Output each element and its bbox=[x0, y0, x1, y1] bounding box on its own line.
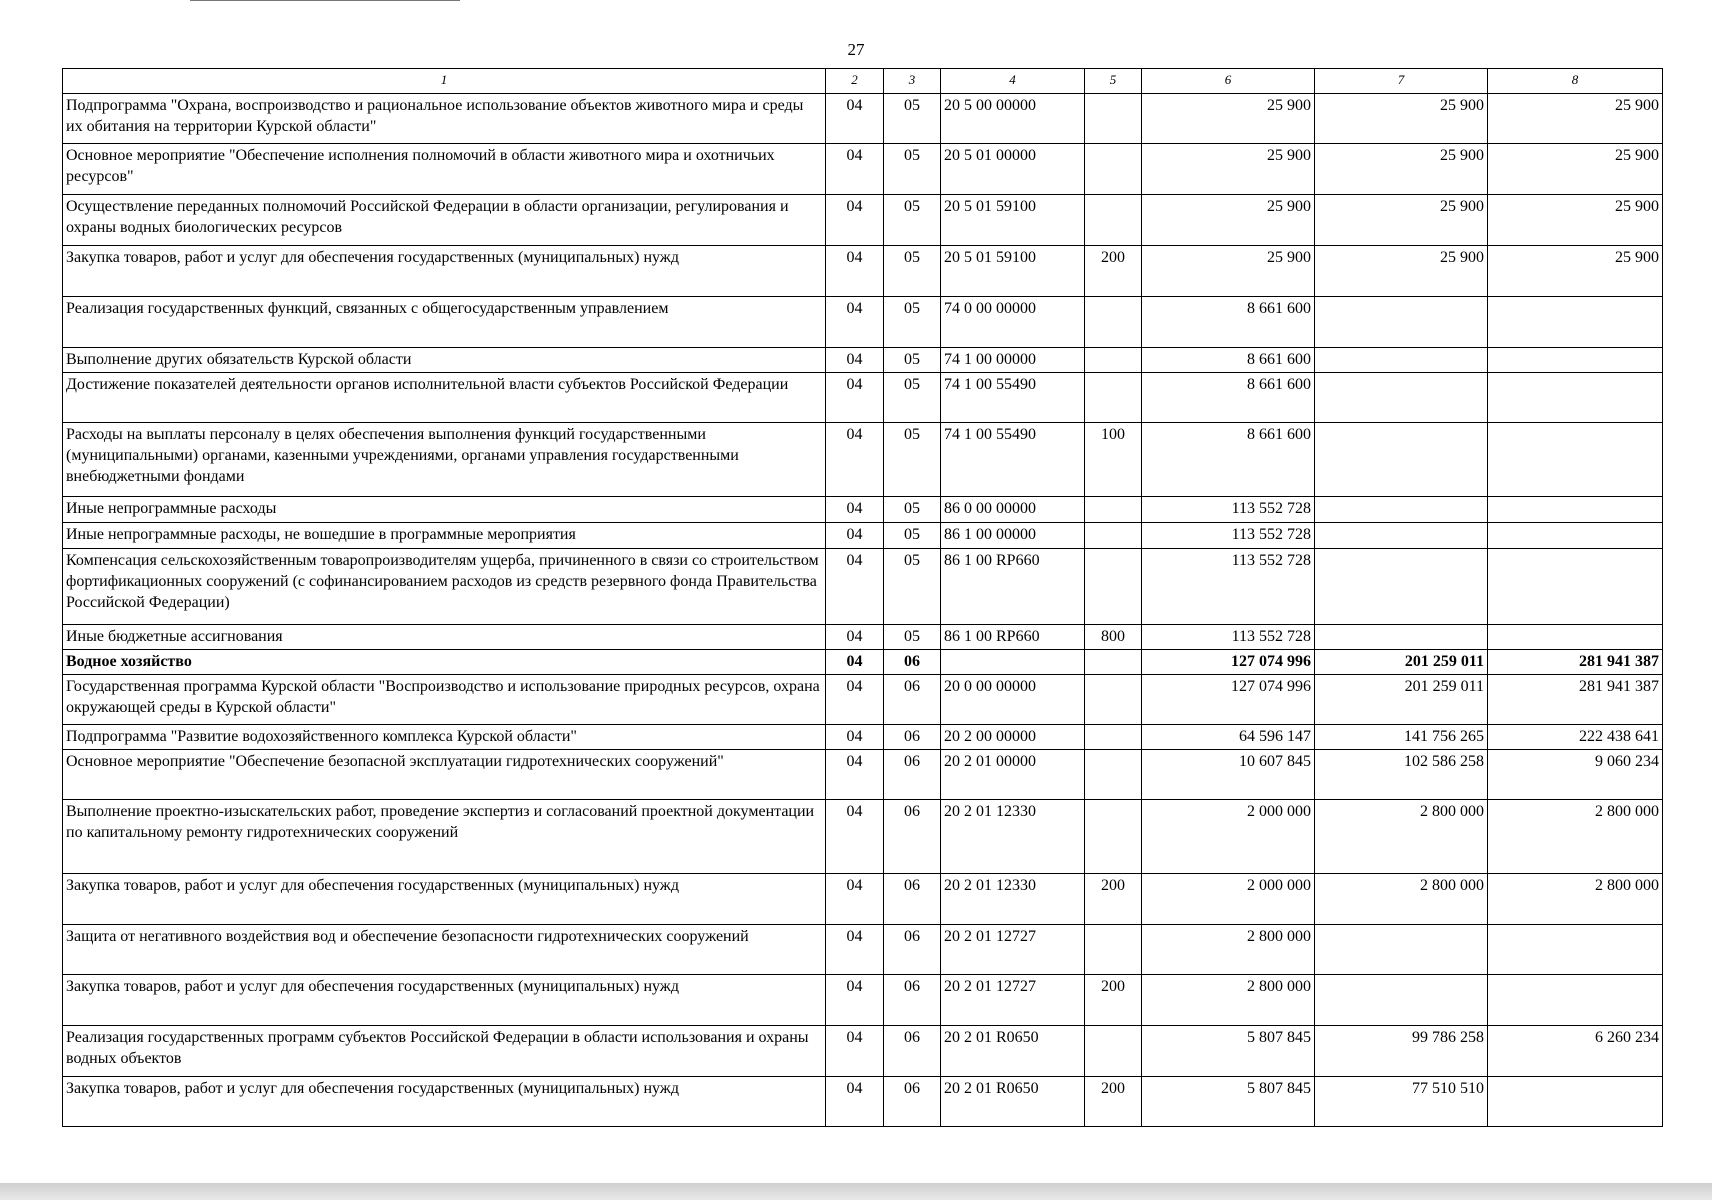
amount-col8: 281 941 387 bbox=[1488, 675, 1663, 725]
amount-col8: 222 438 641 bbox=[1488, 725, 1663, 750]
amount-col7 bbox=[1315, 549, 1488, 625]
expense-type-code bbox=[1085, 800, 1142, 874]
subsection-code: 05 bbox=[884, 549, 941, 625]
target-article-code: 86 1 00 RP660 bbox=[941, 625, 1085, 650]
amount-col6: 8 661 600 bbox=[1142, 297, 1315, 348]
target-article-code: 86 1 00 RP660 bbox=[941, 549, 1085, 625]
target-article-code: 74 1 00 55490 bbox=[941, 423, 1085, 497]
subsection-code: 05 bbox=[884, 497, 941, 523]
target-article-code: 74 1 00 00000 bbox=[941, 348, 1085, 373]
table-row bbox=[63, 650, 1663, 675]
row-name: Реализация государственных функций, связанных с общегосударственным управлением bbox=[63, 297, 826, 348]
row-name: Реализация государственных программ субъектов Российской Федерации в области использования и охраны водных объектов bbox=[63, 1026, 826, 1077]
amount-col6: 8 661 600 bbox=[1142, 373, 1315, 423]
row-name: Водное хозяйство bbox=[63, 650, 826, 675]
row-name: Иные непрограммные расходы bbox=[63, 497, 826, 523]
column-header: 2 bbox=[826, 69, 884, 94]
row-name: Выполнение проектно-изыскательских работ, проведение экспертиз и согласований проектной документации по капитальному ремонту гидротехнических сооружений bbox=[63, 800, 826, 874]
scan-edge-shadow bbox=[0, 1183, 1712, 1200]
section-code: 04 bbox=[826, 975, 884, 1026]
amount-col6: 113 552 728 bbox=[1142, 497, 1315, 523]
expense-type-code bbox=[1085, 925, 1142, 975]
row-name: Закупка товаров, работ и услуг для обеспечения государственных (муниципальных) нужд bbox=[63, 246, 826, 297]
row-name: Выполнение других обязательств Курской области bbox=[63, 348, 826, 373]
table-row bbox=[63, 800, 1663, 874]
amount-col6: 25 900 bbox=[1142, 94, 1315, 144]
expense-type-code: 200 bbox=[1085, 246, 1142, 297]
amount-col6: 2 000 000 bbox=[1142, 874, 1315, 925]
expense-type-code bbox=[1085, 675, 1142, 725]
amount-col6: 127 074 996 bbox=[1142, 650, 1315, 675]
column-header: 4 bbox=[941, 69, 1085, 94]
amount-col8 bbox=[1488, 423, 1663, 497]
amount-col7: 141 756 265 bbox=[1315, 725, 1488, 750]
section-code: 04 bbox=[826, 925, 884, 975]
amount-col7: 99 786 258 bbox=[1315, 1026, 1488, 1077]
section-code: 04 bbox=[826, 523, 884, 549]
subsection-code: 06 bbox=[884, 925, 941, 975]
table-row bbox=[63, 975, 1663, 1026]
target-article-code: 86 1 00 00000 bbox=[941, 523, 1085, 549]
target-article-code: 20 2 00 00000 bbox=[941, 725, 1085, 750]
subsection-code: 06 bbox=[884, 650, 941, 675]
section-code: 04 bbox=[826, 373, 884, 423]
section-code: 04 bbox=[826, 874, 884, 925]
target-article-code: 20 2 01 12727 bbox=[941, 975, 1085, 1026]
table-row bbox=[63, 373, 1663, 423]
page-number: 27 bbox=[847, 40, 865, 59]
amount-col7 bbox=[1315, 625, 1488, 650]
row-name: Основное мероприятие "Обеспечение исполнения полномочий в области животного мира и охотничьих ресурсов" bbox=[63, 144, 826, 195]
table-row bbox=[63, 144, 1663, 195]
amount-col7 bbox=[1315, 975, 1488, 1026]
subsection-code: 06 bbox=[884, 725, 941, 750]
section-code: 04 bbox=[826, 549, 884, 625]
target-article-code: 20 2 01 12330 bbox=[941, 874, 1085, 925]
expense-type-code bbox=[1085, 1026, 1142, 1077]
expense-type-code bbox=[1085, 650, 1142, 675]
amount-col7 bbox=[1315, 523, 1488, 549]
table-row bbox=[63, 725, 1663, 750]
target-article-code: 74 0 00 00000 bbox=[941, 297, 1085, 348]
target-article-code: 20 5 00 00000 bbox=[941, 94, 1085, 144]
row-name: Подпрограмма "Развитие водохозяйственного комплекса Курской области" bbox=[63, 725, 826, 750]
amount-col6: 8 661 600 bbox=[1142, 423, 1315, 497]
subsection-code: 05 bbox=[884, 195, 941, 246]
amount-col7: 77 510 510 bbox=[1315, 1077, 1488, 1127]
subsection-code: 05 bbox=[884, 94, 941, 144]
table-row bbox=[63, 874, 1663, 925]
section-code: 04 bbox=[826, 725, 884, 750]
expense-type-code bbox=[1085, 144, 1142, 195]
row-name: Закупка товаров, работ и услуг для обеспечения государственных (муниципальных) нужд bbox=[63, 1077, 826, 1127]
section-code: 04 bbox=[826, 650, 884, 675]
amount-col6: 25 900 bbox=[1142, 246, 1315, 297]
amount-col6: 5 807 845 bbox=[1142, 1077, 1315, 1127]
section-code: 04 bbox=[826, 1026, 884, 1077]
section-code: 04 bbox=[826, 348, 884, 373]
row-name: Иные бюджетные ассигнования bbox=[63, 625, 826, 650]
section-code: 04 bbox=[826, 246, 884, 297]
row-name: Достижение показателей деятельности органов исполнительной власти субъектов Российской Федерации bbox=[63, 373, 826, 423]
expense-type-code bbox=[1085, 195, 1142, 246]
target-article-code: 20 2 01 12330 bbox=[941, 800, 1085, 874]
amount-col8 bbox=[1488, 297, 1663, 348]
expense-type-code: 200 bbox=[1085, 975, 1142, 1026]
row-name: Основное мероприятие "Обеспечение безопасной эксплуатации гидротехнических сооружений" bbox=[63, 750, 826, 800]
amount-col8: 6 260 234 bbox=[1488, 1026, 1663, 1077]
column-header: 8 bbox=[1488, 69, 1663, 94]
amount-col8 bbox=[1488, 925, 1663, 975]
expense-type-code: 200 bbox=[1085, 1077, 1142, 1127]
expense-type-code: 800 bbox=[1085, 625, 1142, 650]
amount-col8: 25 900 bbox=[1488, 94, 1663, 144]
amount-col7: 2 800 000 bbox=[1315, 800, 1488, 874]
column-header: 1 bbox=[63, 69, 826, 94]
subsection-code: 05 bbox=[884, 144, 941, 195]
header-row bbox=[63, 69, 1663, 94]
table-row bbox=[63, 246, 1663, 297]
row-name: Осуществление переданных полномочий Российской Федерации в области организации, регулирования и охраны водных биологических ресурсов bbox=[63, 195, 826, 246]
amount-col8 bbox=[1488, 1077, 1663, 1127]
amount-col6: 64 596 147 bbox=[1142, 725, 1315, 750]
amount-col7: 25 900 bbox=[1315, 94, 1488, 144]
amount-col6: 113 552 728 bbox=[1142, 523, 1315, 549]
amount-col6: 8 661 600 bbox=[1142, 348, 1315, 373]
target-article-code: 86 0 00 00000 bbox=[941, 497, 1085, 523]
amount-col6: 113 552 728 bbox=[1142, 625, 1315, 650]
amount-col8 bbox=[1488, 497, 1663, 523]
table-row bbox=[63, 675, 1663, 725]
target-article-code: 20 2 01 12727 bbox=[941, 925, 1085, 975]
amount-col6: 2 800 000 bbox=[1142, 975, 1315, 1026]
scan-edge-line bbox=[190, 0, 460, 1]
table-row bbox=[63, 297, 1663, 348]
amount-col7: 102 586 258 bbox=[1315, 750, 1488, 800]
expense-type-code bbox=[1085, 297, 1142, 348]
amount-col8 bbox=[1488, 523, 1663, 549]
amount-col8: 281 941 387 bbox=[1488, 650, 1663, 675]
table-row bbox=[63, 549, 1663, 625]
target-article-code: 74 1 00 55490 bbox=[941, 373, 1085, 423]
target-article-code: 20 0 00 00000 bbox=[941, 675, 1085, 725]
section-code: 04 bbox=[826, 800, 884, 874]
amount-col8 bbox=[1488, 373, 1663, 423]
table-row bbox=[63, 94, 1663, 144]
section-code: 04 bbox=[826, 94, 884, 144]
subsection-code: 06 bbox=[884, 800, 941, 874]
target-article-code: 20 5 01 59100 bbox=[941, 246, 1085, 297]
subsection-code: 05 bbox=[884, 523, 941, 549]
section-code: 04 bbox=[826, 297, 884, 348]
row-name: Государственная программа Курской области "Воспроизводство и использование природных ресурсов, охрана окружающей среды в Курской области" bbox=[63, 675, 826, 725]
section-code: 04 bbox=[826, 750, 884, 800]
section-code: 04 bbox=[826, 423, 884, 497]
amount-col6: 25 900 bbox=[1142, 195, 1315, 246]
table-row bbox=[63, 423, 1663, 497]
target-article-code bbox=[941, 650, 1085, 675]
budget-table bbox=[62, 68, 1663, 1127]
amount-col7: 201 259 011 bbox=[1315, 675, 1488, 725]
amount-col6: 113 552 728 bbox=[1142, 549, 1315, 625]
amount-col6: 25 900 bbox=[1142, 144, 1315, 195]
subsection-code: 05 bbox=[884, 423, 941, 497]
amount-col6: 2 800 000 bbox=[1142, 925, 1315, 975]
expense-type-code bbox=[1085, 94, 1142, 144]
section-code: 04 bbox=[826, 497, 884, 523]
expense-type-code bbox=[1085, 750, 1142, 800]
expense-type-code bbox=[1085, 549, 1142, 625]
column-header: 3 bbox=[884, 69, 941, 94]
amount-col8: 25 900 bbox=[1488, 246, 1663, 297]
expense-type-code: 100 bbox=[1085, 423, 1142, 497]
row-name: Компенсация сельскохозяйственным товаропроизводителям ущерба, причиненного в связи со строительством фортификационных сооружений (с софинансированием расходов из средств резервного фонда Правительства Российской Федерации) bbox=[63, 549, 826, 625]
amount-col8: 2 800 000 bbox=[1488, 800, 1663, 874]
amount-col7 bbox=[1315, 348, 1488, 373]
amount-col6: 2 000 000 bbox=[1142, 800, 1315, 874]
table-row bbox=[63, 1077, 1663, 1127]
section-code: 04 bbox=[826, 675, 884, 725]
target-article-code: 20 2 01 00000 bbox=[941, 750, 1085, 800]
amount-col6: 10 607 845 bbox=[1142, 750, 1315, 800]
amount-col7: 201 259 011 bbox=[1315, 650, 1488, 675]
amount-col7: 25 900 bbox=[1315, 144, 1488, 195]
amount-col7 bbox=[1315, 925, 1488, 975]
subsection-code: 05 bbox=[884, 297, 941, 348]
subsection-code: 05 bbox=[884, 348, 941, 373]
amount-col7: 25 900 bbox=[1315, 195, 1488, 246]
target-article-code: 20 5 01 00000 bbox=[941, 144, 1085, 195]
expense-type-code bbox=[1085, 373, 1142, 423]
row-name: Защита от негативного воздействия вод и обеспечение безопасности гидротехнических сооружений bbox=[63, 925, 826, 975]
amount-col7: 25 900 bbox=[1315, 246, 1488, 297]
table-row bbox=[63, 523, 1663, 549]
row-name: Закупка товаров, работ и услуг для обеспечения государственных (муниципальных) нужд bbox=[63, 975, 826, 1026]
subsection-code: 06 bbox=[884, 975, 941, 1026]
subsection-code: 05 bbox=[884, 373, 941, 423]
amount-col7 bbox=[1315, 297, 1488, 348]
subsection-code: 06 bbox=[884, 874, 941, 925]
row-name: Иные непрограммные расходы, не вошедшие в программные мероприятия bbox=[63, 523, 826, 549]
table-row bbox=[63, 750, 1663, 800]
subsection-code: 05 bbox=[884, 625, 941, 650]
section-code: 04 bbox=[826, 144, 884, 195]
section-code: 04 bbox=[826, 195, 884, 246]
amount-col7 bbox=[1315, 373, 1488, 423]
amount-col8: 9 060 234 bbox=[1488, 750, 1663, 800]
amount-col7 bbox=[1315, 497, 1488, 523]
table-row bbox=[63, 195, 1663, 246]
amount-col6: 5 807 845 bbox=[1142, 1026, 1315, 1077]
row-name: Расходы на выплаты персоналу в целях обеспечения выполнения функций государственными (муниципальными) органами, казенными учреждениями, органами управления государственными внебюджетными фондами bbox=[63, 423, 826, 497]
table-row bbox=[63, 497, 1663, 523]
expense-type-code bbox=[1085, 725, 1142, 750]
target-article-code: 20 2 01 R0650 bbox=[941, 1077, 1085, 1127]
amount-col8: 25 900 bbox=[1488, 195, 1663, 246]
table-row bbox=[63, 1026, 1663, 1077]
table-row bbox=[63, 625, 1663, 650]
table-body bbox=[63, 94, 1663, 1127]
amount-col8 bbox=[1488, 625, 1663, 650]
amount-col8 bbox=[1488, 975, 1663, 1026]
section-code: 04 bbox=[826, 1077, 884, 1127]
expense-type-code bbox=[1085, 523, 1142, 549]
amount-col7: 2 800 000 bbox=[1315, 874, 1488, 925]
amount-col8 bbox=[1488, 348, 1663, 373]
section-code: 04 bbox=[826, 625, 884, 650]
expense-type-code bbox=[1085, 348, 1142, 373]
column-header: 6 bbox=[1142, 69, 1315, 94]
row-name: Закупка товаров, работ и услуг для обеспечения государственных (муниципальных) нужд bbox=[63, 874, 826, 925]
amount-col8: 2 800 000 bbox=[1488, 874, 1663, 925]
subsection-code: 06 bbox=[884, 675, 941, 725]
target-article-code: 20 5 01 59100 bbox=[941, 195, 1085, 246]
target-article-code: 20 2 01 R0650 bbox=[941, 1026, 1085, 1077]
subsection-code: 05 bbox=[884, 246, 941, 297]
subsection-code: 06 bbox=[884, 1026, 941, 1077]
amount-col7 bbox=[1315, 423, 1488, 497]
row-name: Подпрограмма "Охрана, воспроизводство и рациональное использование объектов животного мира и среды их обитания на территории Курской области" bbox=[63, 94, 826, 144]
amount-col6: 127 074 996 bbox=[1142, 675, 1315, 725]
column-header: 5 bbox=[1085, 69, 1142, 94]
subsection-code: 06 bbox=[884, 1077, 941, 1127]
expense-type-code bbox=[1085, 497, 1142, 523]
table-row bbox=[63, 348, 1663, 373]
column-header: 7 bbox=[1315, 69, 1488, 94]
table-row bbox=[63, 925, 1663, 975]
amount-col8: 25 900 bbox=[1488, 144, 1663, 195]
subsection-code: 06 bbox=[884, 750, 941, 800]
amount-col8 bbox=[1488, 549, 1663, 625]
expense-type-code: 200 bbox=[1085, 874, 1142, 925]
